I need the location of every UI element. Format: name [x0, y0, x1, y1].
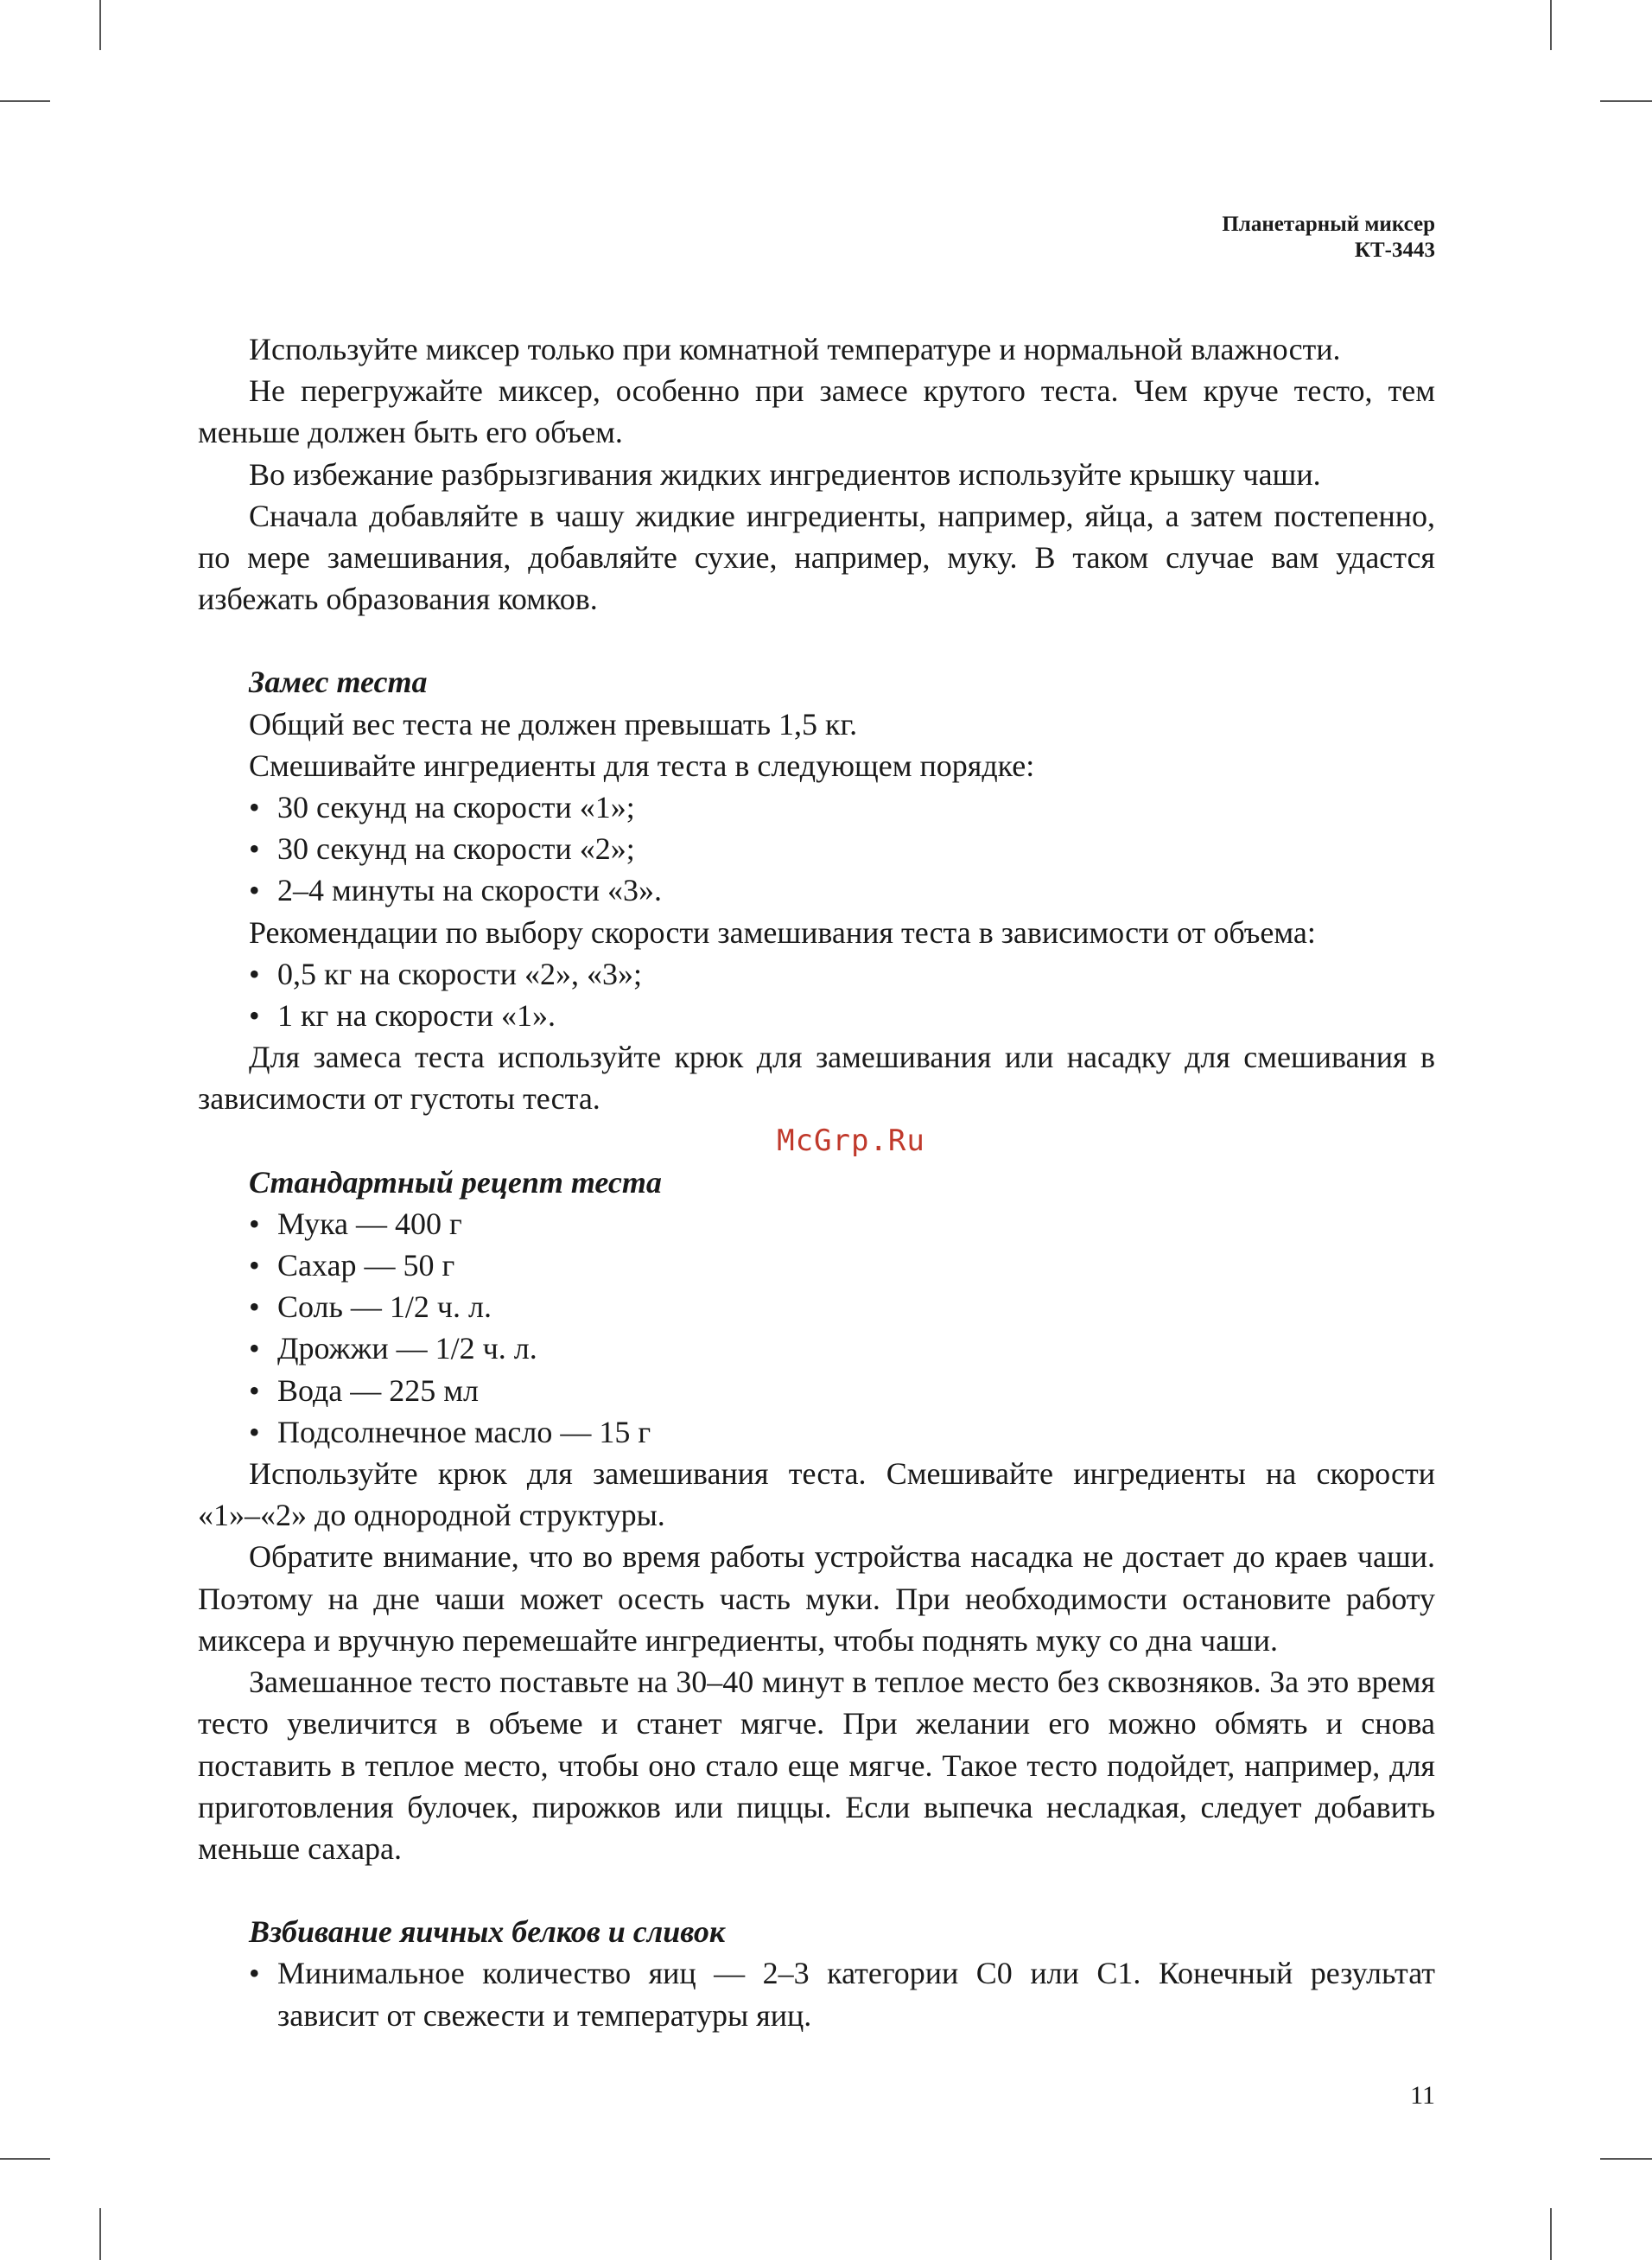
header-model: КТ-3443 — [1354, 239, 1435, 262]
intro-paragraph: Сначала добавляйте в чашу жидкие ингредиенты, например, яйца, а затем постепенно, по мере замешивания, добавляйте сухие, например, муку. В таком случае вам удастся избежать образования комков. — [198, 498, 1435, 617]
list-item: • 30 секунд на скорости «2»; — [249, 831, 635, 867]
intro-paragraph: Во избежание разбрызгивания жидких ингредиентов используйте крышку чаши. — [249, 456, 1321, 492]
list-item: • Подсолнечное масло — 15 г — [249, 1414, 651, 1449]
header-product-name: Планетарный миксер — [1222, 213, 1435, 236]
section-heading-whipping: Взбивание яичных белков и сливок — [249, 1914, 726, 1950]
page-number: 11 — [1410, 2081, 1435, 2110]
dough-paragraph: Для замеса теста используйте крюк для замешивания или насадку для смешивания в зависимости от густоты теста. — [198, 1040, 1435, 1117]
crop-mark-bottom-left-v — [99, 2208, 101, 2260]
watermark: McGrp.Ru — [777, 1123, 925, 1158]
recipe-paragraph: Используйте крюк для замешивания теста. Смешивайте ингредиенты на скорости «1»–«2» до однородной структуры. — [198, 1456, 1435, 1533]
recipe-paragraph: Замешанное тесто поставьте на 30–40 минут в теплое место без сквозняков. За это время тесто увеличится в объеме и станет мягче. При желании его можно обмять и снова поставить в теплое место, чтобы оно стало еще мягче. Такое тесто подойдет, например, для приготовления булочек, пирожков или пиццы. Если выпечка несладкая, следует добавить меньше сахара. — [198, 1665, 1435, 1866]
recipe-ingredients-list — [198, 1203, 1435, 1453]
list-item: • Вода — 225 мл — [249, 1372, 480, 1408]
speed-recommendation-list — [198, 953, 1435, 1036]
list-item: • 1 кг на скорости «1». — [249, 998, 556, 1034]
page-body — [198, 328, 1435, 2036]
list-item: • 30 секунд на скорости «1»; — [249, 790, 635, 825]
recipe-paragraph: Обратите внимание, что во время работы устройства насадка не достает до краев чаши. Поэтому на дне чаши может осесть часть муки. При необходимости остановите работу миксера и вручную перемешайте ингредиенты, чтобы поднять муку со дна чаши. — [198, 1539, 1435, 1658]
list-item: • 0,5 кг на скорости «2», «3»; — [249, 956, 643, 991]
intro-paragraph: Используйте миксер только при комнатной температуре и нормальной влажности. — [249, 332, 1341, 366]
list-item: • Мука — 400 г — [249, 1206, 462, 1241]
list-item: • Соль — 1/2 ч. л. — [249, 1289, 492, 1325]
crop-mark-bottom-left-h — [0, 2158, 50, 2160]
whipping-list — [198, 1952, 1435, 2035]
dough-paragraph: Смешивайте ингредиенты для теста в следующем порядке: — [249, 748, 1035, 783]
list-item: • Сахар — 50 г — [249, 1248, 455, 1283]
list-item: • Дрожжи — 1/2 ч. л. — [249, 1331, 537, 1366]
crop-mark-top-right-v — [1550, 0, 1552, 50]
section-heading-dough: Замес теста — [249, 665, 428, 700]
section-gap — [198, 620, 1435, 661]
intro-paragraph: Не перегружайте миксер, особенно при замесе крутого теста. Чем круче тесто, тем меньше должен быть его объем. — [198, 373, 1435, 450]
dough-paragraph: Рекомендации по выбору скорости замешивания теста в зависимости от объема: — [249, 914, 1316, 950]
section-heading-recipe: Стандартный рецепт теста — [249, 1164, 662, 1200]
crop-mark-top-left-v — [99, 0, 101, 50]
section-gap — [198, 1869, 1435, 1911]
crop-mark-bottom-right-v — [1550, 2208, 1552, 2260]
list-item: • Минимальное количество яиц — 2–3 категории С0 или С1. Конечный результат зависит от свежести и температуры яиц. — [249, 1956, 1435, 2033]
dough-paragraph: Общий вес теста не должен превышать 1,5 кг. — [249, 706, 858, 742]
crop-mark-top-right-h — [1600, 100, 1652, 102]
mixing-order-list — [198, 786, 1435, 912]
list-item: • 2–4 минуты на скорости «3». — [249, 873, 662, 908]
crop-mark-bottom-right-h — [1600, 2158, 1652, 2160]
running-header — [1222, 212, 1435, 264]
crop-mark-top-left-h — [0, 100, 50, 102]
